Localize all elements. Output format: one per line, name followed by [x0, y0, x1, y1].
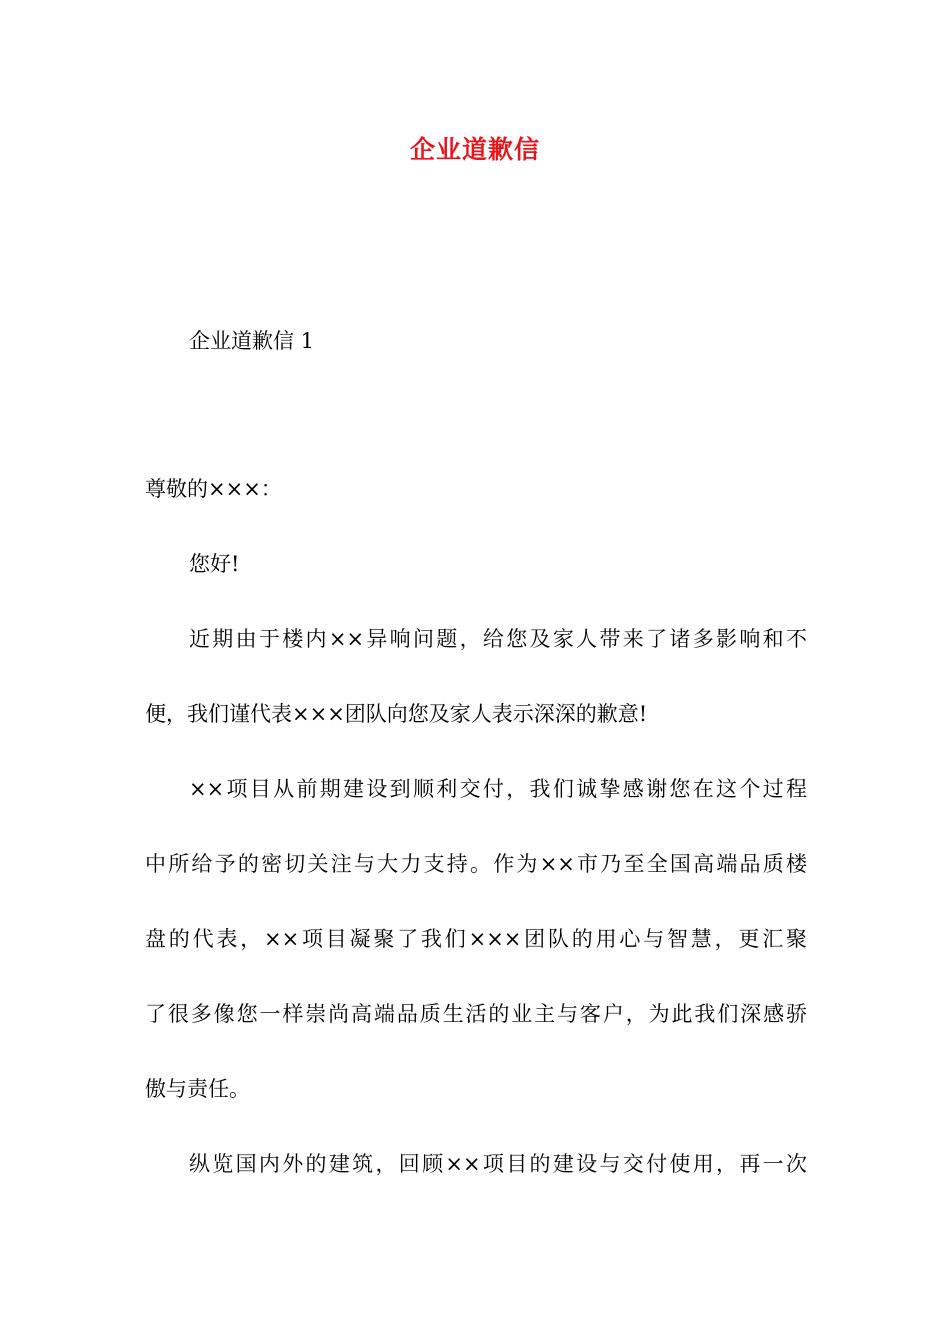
paragraph-line: 傲与责任。: [145, 1077, 250, 1101]
paragraph-line: 便，我们谨代表×××团队向您及家人表示深深的歉意!: [145, 702, 648, 726]
paragraph-line: ××项目从前期建设到顺利交付，我们诚挚感谢您在这个过程: [189, 777, 807, 801]
paragraph-line: 近期由于楼内××异响问题，给您及家人带来了诸多影响和不: [189, 627, 807, 651]
subheading: 企业道歉信 1: [189, 329, 315, 353]
paragraph-line: 盘的代表，××项目凝聚了我们×××团队的用心与智慧，更汇聚: [145, 927, 807, 951]
greeting: 您好!: [189, 552, 240, 576]
paragraph-line: 了很多像您一样崇尚高端品质生活的业主与客户，为此我们深感骄: [145, 1002, 807, 1026]
paragraph-line: 中所给予的密切关注与大力支持。作为××市乃至全国高端品质楼: [145, 852, 807, 876]
document-title: 企业道歉信: [409, 135, 540, 164]
paragraph-line: 纵览国内外的建筑，回顾××项目的建设与交付使用，再一次: [189, 1152, 807, 1176]
salutation: 尊敬的×××：: [145, 477, 282, 501]
